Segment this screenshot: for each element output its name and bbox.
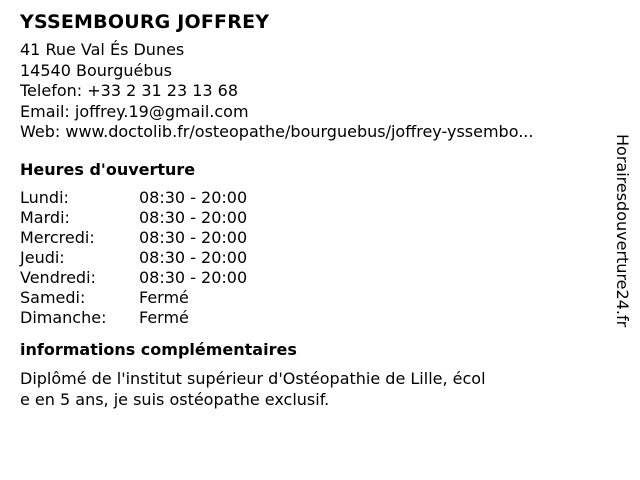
day-hours: 08:30 - 20:00	[139, 267, 248, 287]
info-line: Diplômé de l'institut supérieur d'Ostéopathie de Lille, écol	[20, 368, 486, 388]
hours-row-friday	[20, 268, 610, 288]
day-label: Dimanche:	[20, 307, 107, 327]
day-label: Vendredi:	[20, 267, 96, 287]
email-line: Email: joffrey.19@gmail.com	[20, 101, 249, 121]
hours-heading: Heures d'ouverture	[20, 159, 196, 179]
day-hours: 08:30 - 20:00	[139, 207, 248, 227]
hours-row-sunday	[20, 308, 610, 328]
web-line: Web: www.doctolib.fr/osteopathe/bourguebus/joffrey-yssembo...	[20, 122, 534, 141]
business-card	[20, 8, 610, 410]
address-street: 41 Rue Val És Dunes	[20, 40, 185, 59]
day-hours: 08:30 - 20:00	[139, 227, 248, 247]
day-hours: Fermé	[139, 307, 189, 327]
site-watermark: Horairesdouverture24.fr	[613, 134, 632, 328]
hours-row-saturday	[20, 288, 610, 308]
day-hours: 08:30 - 20:00	[139, 247, 248, 267]
info-text	[20, 368, 610, 410]
hours-table	[20, 188, 610, 328]
hours-row-tuesday	[20, 208, 610, 228]
hours-row-monday	[20, 188, 610, 208]
business-name: YSSEMBOURG JOFFREY	[20, 11, 270, 33]
info-heading: informations complémentaires	[20, 339, 297, 359]
hours-row-thursday	[20, 248, 610, 268]
day-label: Jeudi:	[20, 247, 65, 267]
day-hours: Fermé	[139, 287, 189, 307]
day-label: Lundi:	[20, 187, 69, 207]
info-line: e en 5 ans, je suis ostéopathe exclusif.	[20, 389, 330, 409]
day-label: Mardi:	[20, 207, 70, 227]
contact-block	[20, 40, 610, 143]
phone-line: Telefon: +33 2 31 23 13 68	[20, 81, 239, 100]
address-city: 14540 Bourguébus	[20, 60, 172, 80]
day-label: Mercredi:	[20, 227, 95, 247]
day-label: Samedi:	[20, 287, 86, 307]
day-hours: 08:30 - 20:00	[139, 187, 248, 207]
hours-row-wednesday	[20, 228, 610, 248]
